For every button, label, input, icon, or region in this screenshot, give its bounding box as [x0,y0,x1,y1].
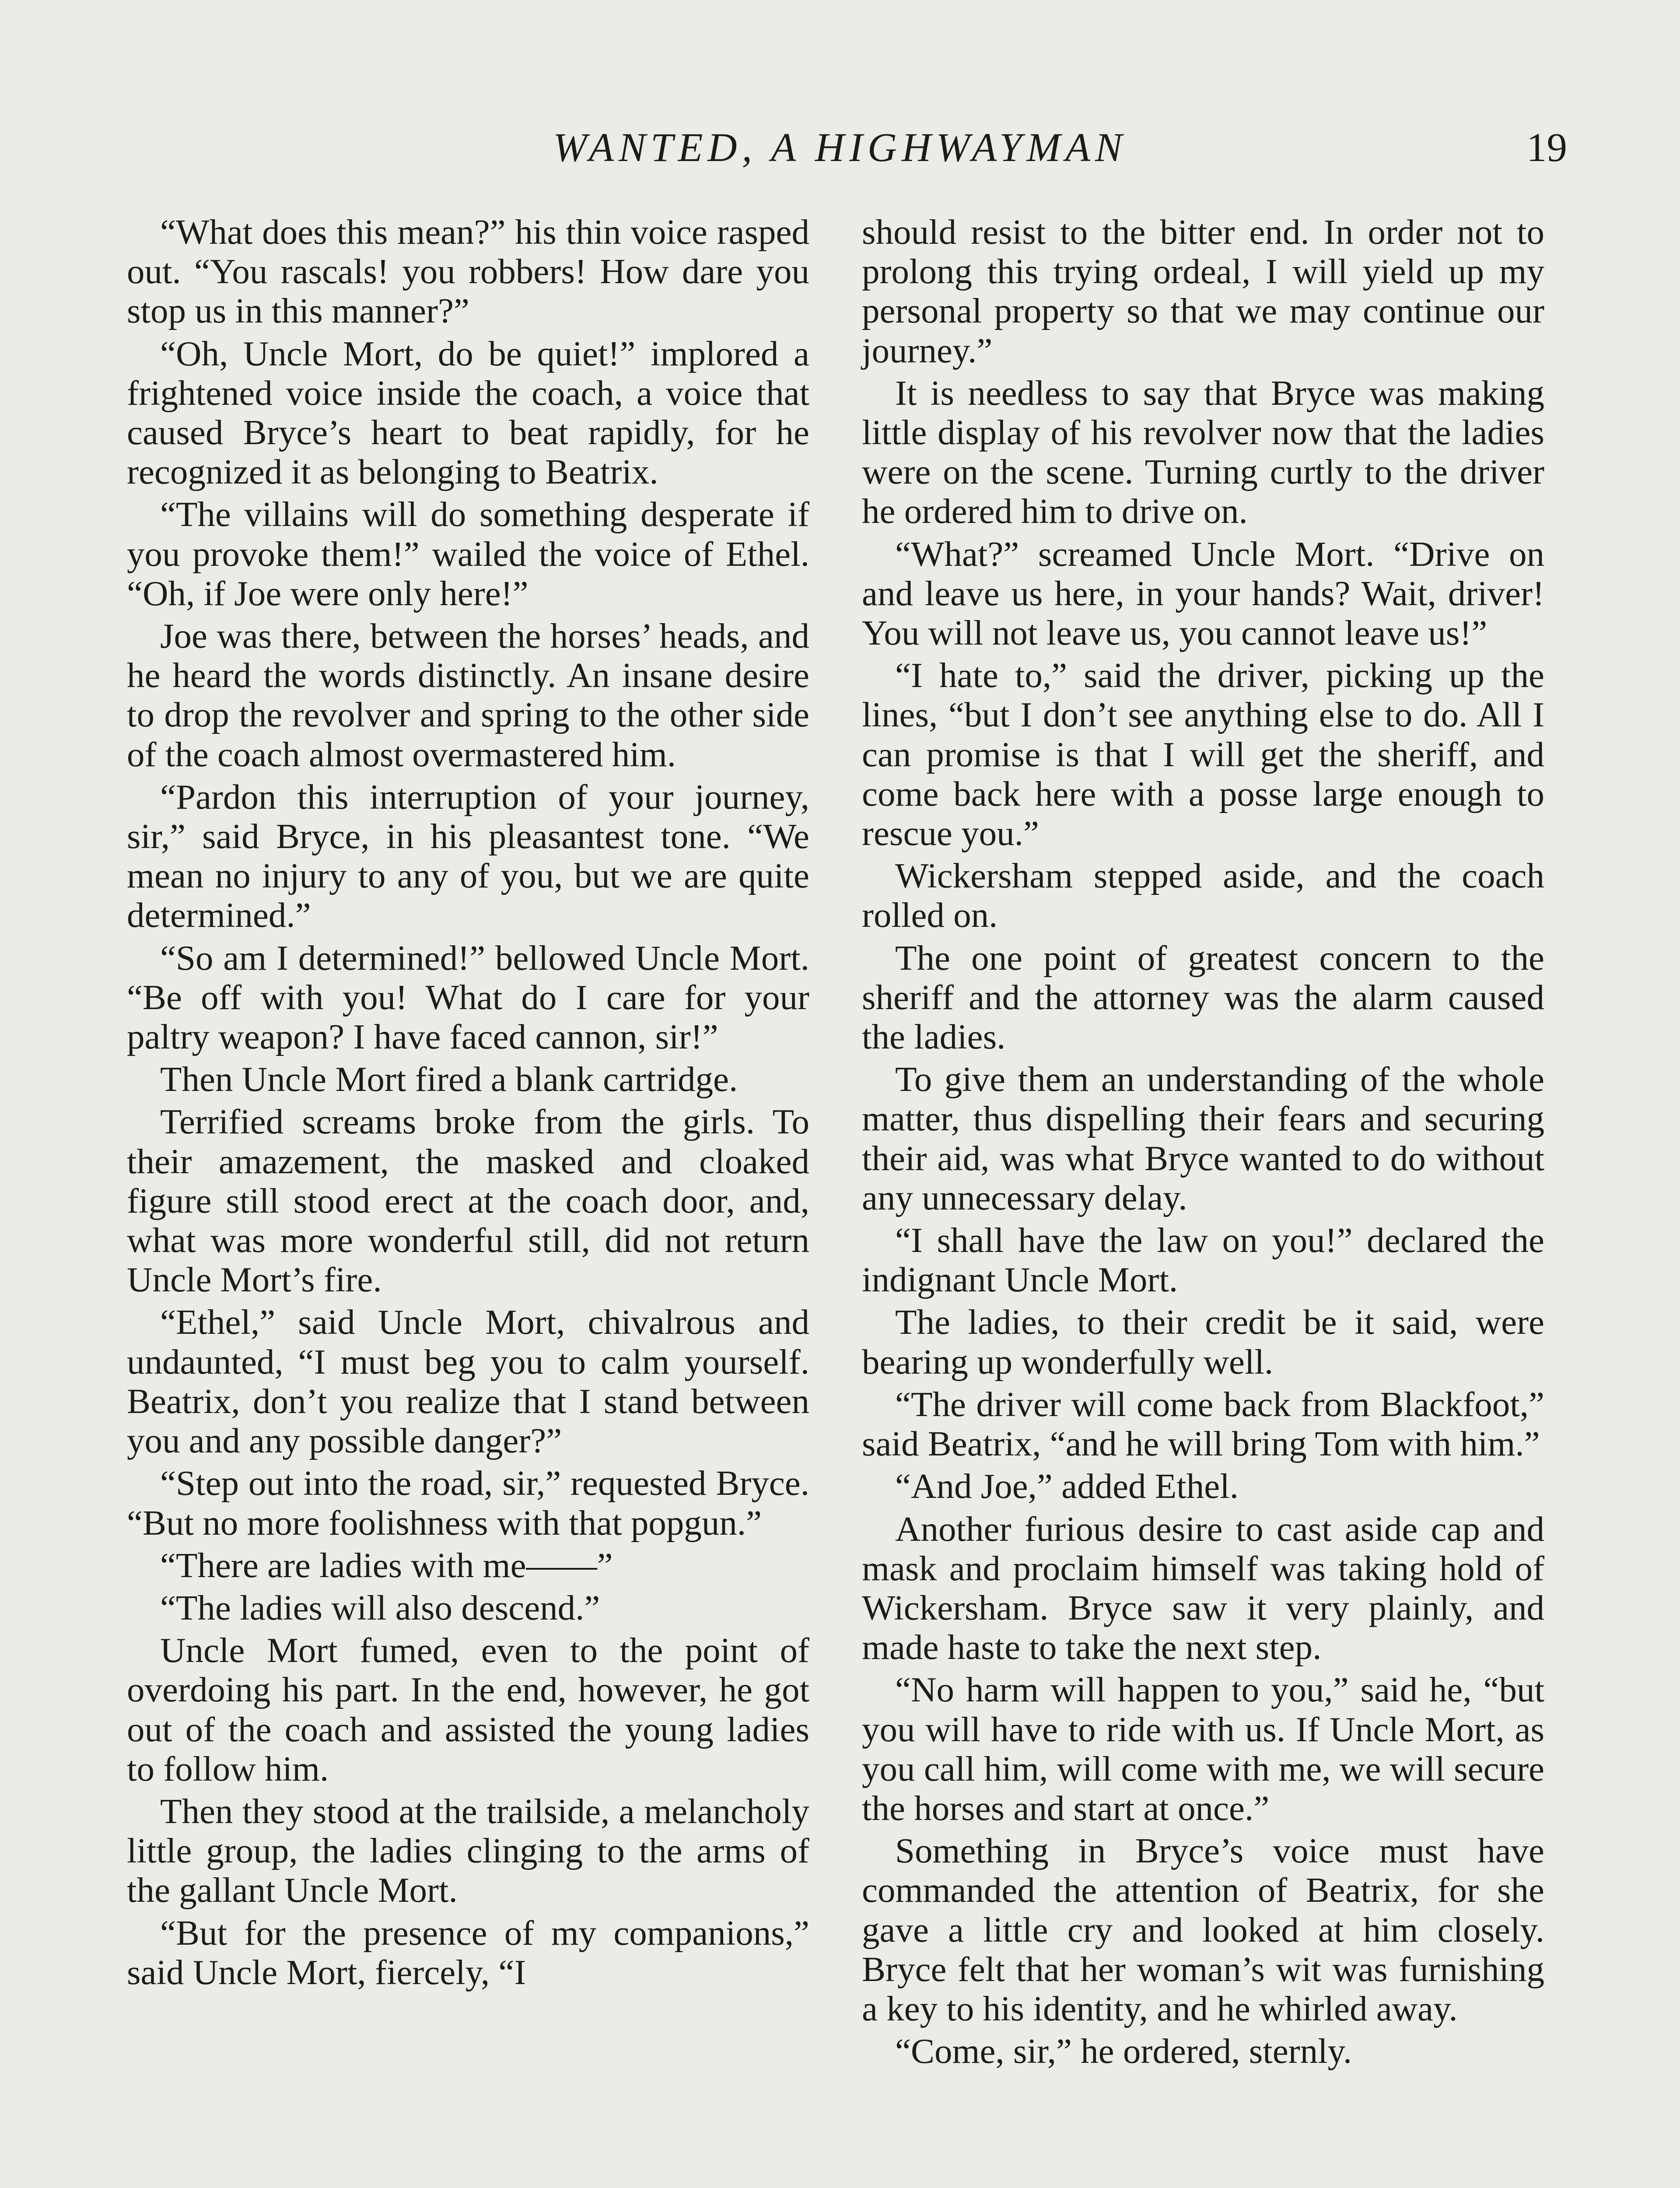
paragraph: “What?” screamed Uncle Mort. “Drive on and leave us here, in your hands? Wait, driver! You will not leave us, you cannot leave us!” [862,534,1544,653]
paragraph: “Oh, Uncle Mort, do be quiet!” implored a frightened voice inside the coach, a voice that caused Bryce’s heart to beat rapidly, for he recognized it as belonging to Beatrix. [127,333,809,492]
running-title: WANTED, A HIGHWAYMAN [553,125,1127,170]
paragraph: Uncle Mort fumed, even to the point of overdoing his part. In the end, however, he got out of the coach and assisted the young ladies to follow him. [127,1630,809,1788]
page-number: 19 [1526,125,1567,170]
paragraph: The one point of greatest concern to the sheriff and the attorney was the alarm caused the ladies. [862,938,1544,1057]
paragraph: “Pardon this interruption of your journey, sir,” said Bryce, in his pleasantest tone. “We mean no injury to any of you, but we are quite determined.” [127,777,809,935]
right-column [862,212,1544,2074]
paragraph: “No harm will happen to you,” said he, “but you will have to ride with us. If Uncle Mort, as you call him, will come with me, we will secure the horses and start at once.” [862,1670,1544,1828]
paragraph: “Step out into the road, sir,” requested Bryce. “But no more foolishness with that popgun.” [127,1463,809,1543]
paragraph: “The ladies will also descend.” [160,1588,600,1627]
paragraph: Another furious desire to cast aside cap and mask and proclaim himself was taking hold of Wickersham. Bryce saw it very plainly, and made haste to take the next step. [862,1509,1544,1667]
paragraph: “What does this mean?” his thin voice rasped out. “You rascals! you robbers! How dare you stop us in this manner?” [127,212,809,331]
page-header [0,124,1680,172]
paragraph: Joe was there, between the horses’ heads, and he heard the words distinctly. An insane desire to drop the revolver and spring to the other side of the coach almost overmastered him. [127,616,809,774]
paragraph: “The driver will come back from Blackfoot,” said Beatrix, “and he will bring Tom with him.” [862,1384,1544,1464]
paragraph: “I shall have the law on you!” declared the indignant Uncle Mort. [862,1220,1544,1300]
paragraph: “There are ladies with me——” [160,1545,613,1585]
paragraph: “Come, sir,” he ordered, sternly. [895,2031,1352,2071]
paragraph: It is needless to say that Bryce was making little display of his revolver now that the ladies were on the scene. Turning curtly to the driver he ordered him to drive on. [862,373,1544,531]
paragraph: Then Uncle Mort fired a blank cartridge. [160,1059,738,1099]
paragraph: “So am I determined!” bellowed Uncle Mort. “Be off with you! What do I care for your paltry weapon? I have faced cannon, sir!” [127,938,809,1057]
paragraph: The ladies, to their credit be it said, were bearing up wonderfully well. [862,1302,1544,1382]
paragraph-continued: should resist to the bitter end. In order not to prolong this trying ordeal, I will yield up my personal property so that we may continue our journey.” [862,212,1544,370]
paragraph: Then they stood at the trailside, a melancholy little group, the ladies clinging to the arms of the gallant Uncle Mort. [127,1791,809,1910]
paragraph: To give them an understanding of the whole matter, thus dispelling their fears and securing their aid, was what Bryce wanted to do without any unnecessary delay. [862,1059,1544,1217]
paragraph: “Ethel,” said Uncle Mort, chivalrous and undaunted, “I must beg you to calm yourself. Beatrix, don’t you realize that I stand between you and any possible danger?” [127,1302,809,1461]
left-column [127,212,809,1995]
paragraph: Something in Bryce’s voice must have commanded the attention of Beatrix, for she gave a little cry and looked at him closely. Bryce felt that her woman’s wit was furnishing a key to his identity, and he whirled away. [862,1831,1544,2028]
paragraph: “The villains will do something desperate if you provoke them!” wailed the voice of Ethel. “Oh, if Joe were only here!” [127,494,809,613]
paragraph: “I hate to,” said the driver, picking up the lines, “but I don’t see anything else to do. All I can promise is that I will get the sheriff, and come back here with a posse large enough to rescue you.” [862,656,1544,853]
paragraph: “And Joe,” added Ethel. [895,1466,1239,1506]
paragraph: “But for the presence of my companions,” said Uncle Mort, fiercely, “I [127,1913,809,1992]
paragraph: Wickersham stepped aside, and the coach rolled on. [862,856,1544,935]
paragraph: Terrified screams broke from the girls. To their amazement, the masked and cloaked figure still stood erect at the coach door, and, what was more wonderful still, did not return Uncle Mort’s fire. [127,1102,809,1300]
